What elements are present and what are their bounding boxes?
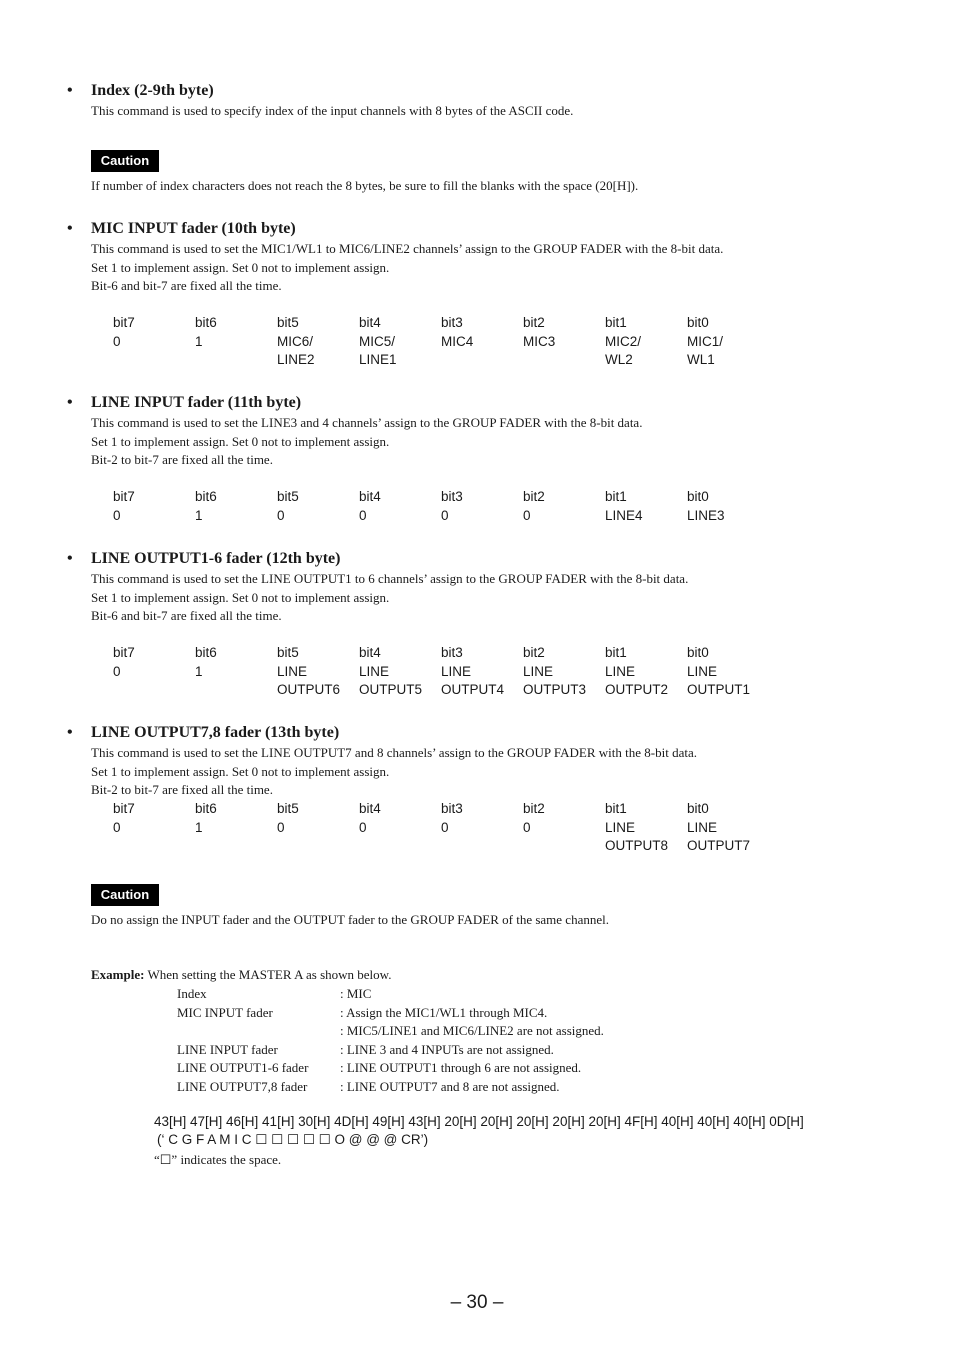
example-intro bbox=[91, 966, 391, 985]
bit-header: bit7 bbox=[113, 489, 135, 504]
bit-header: bit0 bbox=[687, 645, 709, 660]
bit-value: MIC1/ bbox=[687, 333, 724, 349]
bit-value: LINE4 bbox=[605, 507, 643, 523]
bit-value: MIC2/ bbox=[605, 333, 642, 349]
bullet: • bbox=[67, 724, 73, 741]
bit-column bbox=[441, 488, 463, 525]
example-intro-text: When setting the MASTER A as shown below. bbox=[147, 967, 392, 982]
example-key: MIC INPUT fader bbox=[177, 1004, 273, 1020]
caution-text bbox=[91, 911, 609, 930]
description-line: Bit-6 and bit-7 are fixed all the time. bbox=[91, 278, 282, 293]
bit-value: 0 bbox=[523, 819, 531, 835]
section-heading-line-output-1-6 bbox=[67, 550, 340, 568]
bullet: • bbox=[67, 394, 73, 411]
description-line: Bit-2 to bit-7 are fixed all the time. bbox=[91, 782, 273, 797]
bit-value: OUTPUT4 bbox=[441, 682, 505, 697]
bit-value: LINE bbox=[605, 663, 636, 679]
bit-header: bit2 bbox=[523, 801, 545, 816]
bit-column bbox=[687, 800, 750, 856]
bit-value: LINE1 bbox=[359, 352, 397, 367]
bit-value: 0 bbox=[113, 333, 121, 349]
bit-value: 0 bbox=[113, 819, 121, 835]
caution-badge: Caution bbox=[91, 884, 159, 906]
description-line: Set 1 to implement assign. Set 0 not to implement assign. bbox=[91, 763, 390, 779]
bit-column bbox=[113, 488, 135, 525]
example-value: : LINE OUTPUT1 through 6 are not assigned. bbox=[340, 1060, 582, 1075]
bit-value: LINE bbox=[441, 663, 472, 679]
bit-value: LINE3 bbox=[687, 507, 725, 523]
bit-column bbox=[441, 644, 504, 700]
bit-value: MIC3 bbox=[523, 333, 556, 349]
example-value: : LINE 3 and 4 INPUTs are not assigned. bbox=[340, 1041, 554, 1057]
section-description bbox=[91, 102, 573, 121]
bit-value: 0 bbox=[277, 819, 285, 835]
bit-value: LINE bbox=[277, 663, 308, 679]
bit-column bbox=[605, 644, 668, 700]
description-line: This command is used to set the LINE OUTPUT1 to 6 channels’ assign to the GROUP FADER with the 8-bit data. bbox=[91, 571, 689, 586]
section-heading-index bbox=[67, 82, 214, 100]
bit-column bbox=[277, 800, 299, 837]
section-description bbox=[91, 744, 697, 800]
bit-value: LINE bbox=[605, 819, 636, 835]
bit-value: LINE2 bbox=[277, 352, 315, 367]
bit-column bbox=[359, 314, 397, 370]
bit-value: 0 bbox=[441, 819, 449, 835]
example-key: LINE INPUT fader bbox=[177, 1041, 278, 1057]
bit-column bbox=[277, 488, 299, 525]
example-label: Example: bbox=[91, 967, 145, 982]
bit-value: OUTPUT5 bbox=[359, 682, 423, 697]
bit-column bbox=[523, 800, 545, 837]
bit-column bbox=[441, 314, 473, 351]
bit-column bbox=[113, 644, 135, 681]
bit-value: LINE bbox=[687, 819, 718, 835]
bit-value: 0 bbox=[441, 507, 449, 523]
bit-column bbox=[113, 800, 135, 837]
bit-column bbox=[277, 314, 315, 370]
bit-column bbox=[687, 488, 725, 525]
bit-value: 1 bbox=[195, 507, 203, 523]
caution-text bbox=[91, 177, 638, 196]
bit-header: bit1 bbox=[605, 315, 627, 330]
description-line: This command is used to set the MIC1/WL1 to MIC6/LINE2 channels’ assign to the GROUP FADER with the 8-bit data. bbox=[91, 241, 724, 256]
bit-column bbox=[359, 800, 381, 837]
bit-value: 0 bbox=[277, 507, 285, 523]
bit-value: 1 bbox=[195, 333, 203, 349]
page-number: – 30 – bbox=[450, 1292, 504, 1313]
description-line: Bit-6 and bit-7 are fixed all the time. bbox=[91, 608, 282, 623]
bit-header: bit1 bbox=[605, 801, 627, 816]
bit-value: 0 bbox=[359, 819, 367, 835]
section-description bbox=[91, 570, 688, 626]
caution-badge: Caution bbox=[91, 150, 159, 172]
bit-header: bit5 bbox=[277, 801, 299, 816]
section-heading-mic-input bbox=[67, 220, 296, 238]
bit-header: bit0 bbox=[687, 801, 709, 816]
caution-line: If number of index characters does not reach the 8 bytes, be sure to fill the blanks with the space (20[H]). bbox=[91, 178, 639, 193]
bit-column bbox=[195, 644, 217, 681]
example-key: LINE OUTPUT1-6 fader bbox=[177, 1060, 309, 1075]
section-title: LINE OUTPUT1-6 fader (12th byte) bbox=[91, 550, 341, 567]
bit-column bbox=[195, 800, 217, 837]
bit-value: 0 bbox=[523, 507, 531, 523]
bit-value: OUTPUT6 bbox=[277, 682, 341, 697]
bit-column bbox=[687, 644, 750, 700]
bit-header: bit4 bbox=[359, 801, 381, 816]
bit-header: bit3 bbox=[441, 645, 463, 660]
bit-value: LINE bbox=[523, 663, 554, 679]
bit-header: bit6 bbox=[195, 315, 217, 330]
bit-header: bit5 bbox=[277, 315, 299, 330]
bit-value: OUTPUT8 bbox=[605, 838, 669, 853]
bit-header: bit4 bbox=[359, 645, 381, 660]
bit-column bbox=[523, 488, 545, 525]
example-value: : MIC5/LINE1 and MIC6/LINE2 are not assigned. bbox=[340, 1023, 604, 1038]
bit-value: MIC4 bbox=[441, 333, 474, 349]
bit-header: bit3 bbox=[441, 315, 463, 330]
bit-header: bit4 bbox=[359, 315, 381, 330]
bit-header: bit7 bbox=[113, 315, 135, 330]
section-heading-line-input bbox=[67, 394, 301, 412]
bit-column bbox=[605, 314, 641, 370]
bit-column bbox=[441, 800, 463, 837]
bit-header: bit6 bbox=[195, 645, 217, 660]
section-title: LINE INPUT fader (11th byte) bbox=[91, 394, 302, 411]
bit-header: bit0 bbox=[687, 489, 709, 504]
example-key: Index bbox=[177, 986, 207, 1001]
bit-column bbox=[523, 644, 586, 700]
bit-header: bit1 bbox=[605, 645, 627, 660]
bit-header: bit7 bbox=[113, 645, 135, 660]
example-value: : Assign the MIC1/WL1 through MIC4. bbox=[340, 1004, 548, 1020]
bit-column bbox=[195, 314, 217, 351]
bit-value: OUTPUT3 bbox=[523, 682, 587, 697]
bit-header: bit3 bbox=[441, 489, 463, 504]
bit-header: bit1 bbox=[605, 489, 627, 504]
section-title: MIC INPUT fader (10th byte) bbox=[91, 220, 296, 237]
caution-line: Do no assign the INPUT fader and the OUTPUT fader to the GROUP FADER of the same channel. bbox=[91, 912, 609, 927]
description-line: This command is used to set the LINE3 and 4 channels’ assign to the GROUP FADER with the 8-bit data. bbox=[91, 415, 643, 430]
bit-value: OUTPUT1 bbox=[687, 682, 751, 697]
description-line: This command is used to specify index of the input channels with 8 bytes of the ASCII code. bbox=[91, 103, 574, 118]
bullet: • bbox=[67, 82, 73, 99]
bit-value: MIC5/ bbox=[359, 333, 396, 349]
bit-header: bit6 bbox=[195, 801, 217, 816]
section-title: Index (2-9th byte) bbox=[91, 82, 214, 99]
bit-column bbox=[605, 800, 668, 856]
example-hex-codes: 43[H] 47[H] 46[H] 41[H] 30[H] 4D[H] 49[H] 43[H] 20[H] 20[H] 20[H] 20[H] 20[H] 4F[H] 40[H] 40[H] 40[H] 0D[H] bbox=[154, 1114, 804, 1129]
bit-header: bit7 bbox=[113, 801, 135, 816]
example-key: LINE OUTPUT7,8 fader bbox=[177, 1078, 308, 1094]
bit-header: bit2 bbox=[523, 645, 545, 660]
bit-value: OUTPUT2 bbox=[605, 682, 669, 697]
example-ascii-codes: (‘ C G F A M I C ☐ ☐ ☐ ☐ ☐ O @ @ @ CR’) bbox=[157, 1132, 429, 1147]
bit-header: bit3 bbox=[441, 801, 463, 816]
bit-value: 0 bbox=[359, 507, 367, 523]
description-line: Set 1 to implement assign. Set 0 not to implement assign. bbox=[91, 433, 390, 449]
bit-header: bit4 bbox=[359, 489, 381, 504]
bit-column bbox=[195, 488, 217, 525]
bit-column bbox=[113, 314, 135, 351]
bit-value: WL1 bbox=[687, 352, 715, 367]
space-symbol-note: “☐” indicates the space. bbox=[154, 1152, 282, 1167]
bullet: • bbox=[67, 220, 73, 237]
description-line: Bit-2 to bit-7 are fixed all the time. bbox=[91, 452, 273, 467]
bit-column bbox=[523, 314, 555, 351]
bit-value: 1 bbox=[195, 819, 203, 835]
section-title: LINE OUTPUT7,8 fader (13th byte) bbox=[91, 724, 340, 741]
bit-header: bit0 bbox=[687, 315, 709, 330]
bit-value: 0 bbox=[113, 663, 121, 679]
section-description bbox=[91, 240, 723, 296]
bit-value: LINE bbox=[687, 663, 718, 679]
section-heading-line-output-7-8 bbox=[67, 724, 339, 742]
bit-header: bit5 bbox=[277, 489, 299, 504]
bit-header: bit2 bbox=[523, 315, 545, 330]
example-value: : LINE OUTPUT7 and 8 are not assigned. bbox=[340, 1078, 560, 1094]
bit-value: MIC6/ bbox=[277, 333, 314, 349]
bit-value: 0 bbox=[113, 507, 121, 523]
bit-value: 1 bbox=[195, 663, 203, 679]
description-line: Set 1 to implement assign. Set 0 not to implement assign. bbox=[91, 589, 390, 605]
bit-column bbox=[277, 644, 340, 700]
bit-value: OUTPUT7 bbox=[687, 838, 751, 853]
bullet: • bbox=[67, 550, 73, 567]
bit-header: bit5 bbox=[277, 645, 299, 660]
bit-value: WL2 bbox=[605, 352, 633, 367]
description-line: This command is used to set the LINE OUTPUT7 and 8 channels’ assign to the GROUP FADER with the 8-bit data. bbox=[91, 745, 697, 760]
bit-header: bit2 bbox=[523, 489, 545, 504]
example-value: : MIC bbox=[340, 986, 372, 1001]
bit-column bbox=[687, 314, 723, 370]
bit-column bbox=[605, 488, 643, 525]
bit-value: LINE bbox=[359, 663, 390, 679]
description-line: Set 1 to implement assign. Set 0 not to implement assign. bbox=[91, 259, 390, 275]
bit-column bbox=[359, 644, 422, 700]
section-description bbox=[91, 414, 642, 470]
bit-column bbox=[359, 488, 381, 525]
bit-header: bit6 bbox=[195, 489, 217, 504]
